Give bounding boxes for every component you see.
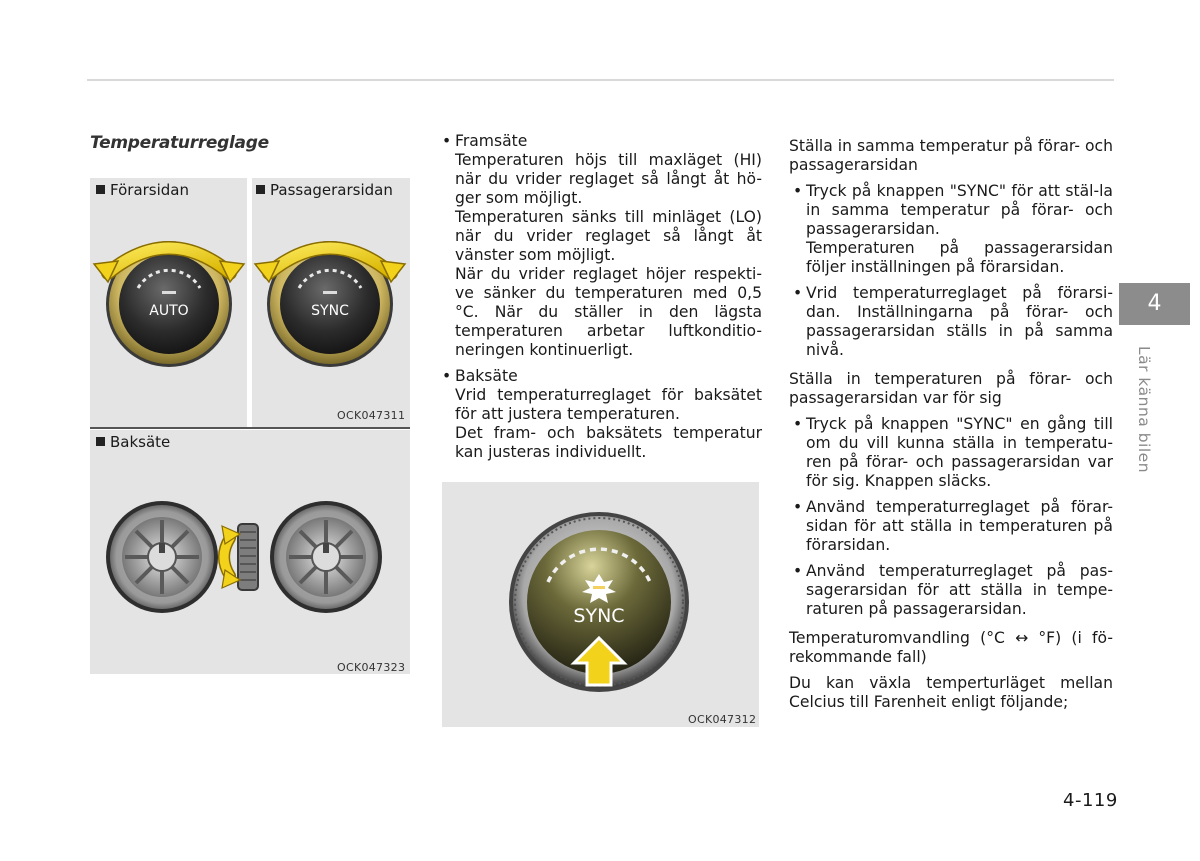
- figure-code: OCK047323: [337, 661, 406, 674]
- page-number: 4-119: [1063, 790, 1118, 811]
- bullet-text: Tryck på knappen "SYNC" en gång till om du vill kunna ställa in temperatu-ren på förar- och passagerarsidan var för sig. Knappen släcks.: [806, 415, 1113, 490]
- bullet-text: Tryck på knappen "SYNC" för att stäl-la in samma temperatur på förar- och passagerarsidan.: [806, 182, 1113, 238]
- rear-vent-right: [270, 501, 382, 613]
- separate-temp-bullet: [789, 498, 1113, 555]
- chapter-title: [1133, 346, 1153, 486]
- rear-vent-left: [106, 501, 218, 613]
- bullet-icon: •: [442, 132, 452, 150]
- rear-vents-illustration: [90, 430, 410, 674]
- bullet-text: Använd temperaturreglaget på förar-sidan för att ställa in temperaturen på förarsidan.: [806, 498, 1113, 554]
- rear-seat-paragraph: Det fram- och baksätets temperatur kan justeras individuellt.: [455, 424, 762, 461]
- chapter-title-text: Lär känna bilen: [1135, 346, 1153, 474]
- sync-knob-text: SYNC: [311, 303, 349, 319]
- separate-temp-bullet: [789, 562, 1113, 619]
- sync-press-knob-text: SYNC: [573, 605, 625, 627]
- rear-temp-wheel: [222, 524, 258, 590]
- rear-seat-label: Baksäte: [96, 433, 170, 451]
- front-seat-section: [438, 132, 762, 360]
- figure-code: OCK047312: [688, 713, 757, 726]
- passenger-side-label: Passagerarsidan: [256, 181, 393, 199]
- figure-sync-press: [442, 482, 759, 727]
- front-seat-paragraph: När du vrider reglaget höjer respekti-ve sänker du temperaturen med 0,5 °C. När du ställer in den lägsta temperaturen arbetar luftkonditio-neringen kontinuerligt.: [455, 265, 762, 359]
- chapter-number-tab: 4: [1119, 283, 1190, 325]
- bullet-icon: •: [793, 415, 803, 433]
- front-seat-paragraph: Temperaturen sänks till minläget (LO) när du vrider reglaget så långt åt vänster som möjligt.: [455, 208, 762, 264]
- section-title: Temperaturreglage: [90, 133, 269, 153]
- bullet-extra-text: Temperaturen på passagerarsidan följer inställningen på förarsidan.: [806, 239, 1113, 276]
- rear-seat-paragraph: Vrid temperaturreglaget för baksätet för att justera temperaturen.: [455, 386, 762, 423]
- conversion-text: Du kan växla temperturläget mellan Celcius till Farenheit enligt följande;: [789, 674, 1113, 711]
- conversion-heading: Temperaturomvandling (°C ↔ °F) (i fö-rekommande fall): [789, 629, 1113, 666]
- top-rule: [87, 79, 1114, 81]
- figure-rear-vents: [90, 430, 410, 674]
- auto-knob: [94, 241, 244, 367]
- separate-temp-bullet: [789, 415, 1113, 491]
- bullet-text: Vrid temperaturreglaget på förarsi-dan. Inställningarna på förar- och passagerarsidan ställs in på samma nivå.: [806, 284, 1113, 359]
- auto-knob-text: AUTO: [149, 303, 189, 319]
- same-temp-bullet: [789, 182, 1113, 277]
- bullet-icon: •: [793, 182, 803, 200]
- driver-side-label: Förarsidan: [96, 181, 189, 199]
- bullet-icon: •: [793, 562, 803, 580]
- front-seat-title: Framsäte: [455, 132, 528, 150]
- separate-temp-heading: Ställa in temperaturen på förar- och passagerarsidan var för sig: [789, 370, 1113, 407]
- right-column: [789, 137, 1113, 712]
- figure-front-knobs: [90, 178, 410, 427]
- middle-column: [438, 132, 762, 462]
- front-knobs-illustration: [90, 178, 410, 427]
- rear-seat-title: Baksäte: [455, 367, 518, 385]
- figure-rule: [90, 427, 410, 429]
- front-seat-paragraph: Temperaturen höjs till maxläget (HI) när du vrider reglaget så långt åt hö-ger som möjligt.: [455, 151, 762, 207]
- rear-seat-section: [438, 367, 762, 462]
- bullet-icon: •: [793, 284, 803, 302]
- bullet-icon: •: [793, 498, 803, 516]
- sync-knob: [255, 241, 405, 367]
- same-temp-bullet: [789, 284, 1113, 360]
- same-temp-heading: Ställa in samma temperatur på förar- och passagerarsidan: [789, 137, 1113, 174]
- bullet-icon: •: [442, 367, 452, 385]
- figure-code: OCK047311: [337, 409, 406, 422]
- sync-press-illustration: [442, 482, 759, 727]
- bullet-text: Använd temperaturreglaget på pas-sagerarsidan för att ställa in tempe-raturen på passagerarsidan.: [806, 562, 1113, 618]
